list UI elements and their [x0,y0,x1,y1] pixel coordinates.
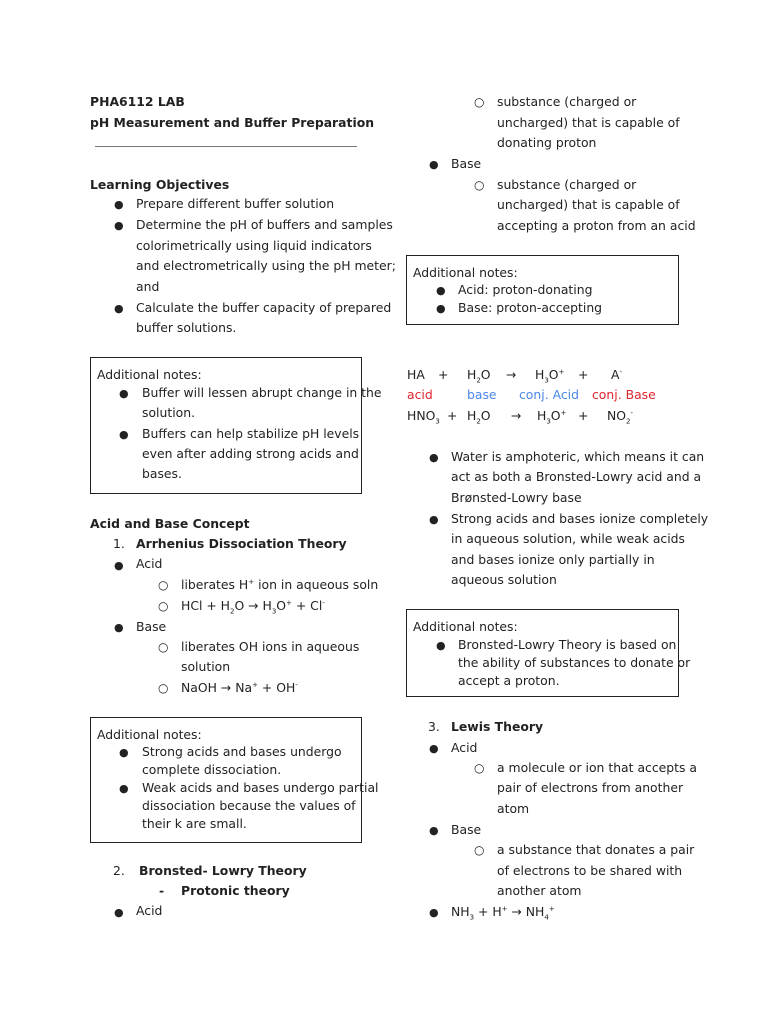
bullet-icon: ● [429,742,439,755]
objective-line: colorimetrically using liquid indicators [136,238,372,253]
plus-sign: + [578,367,589,382]
label-base: base [467,387,497,402]
base-label: Base [451,822,482,837]
bullet-icon: ● [429,906,439,919]
definition-line: substance (charged or [497,94,637,109]
reaction-arrow: → [511,408,522,423]
definition-line: substance (charged or [497,177,637,192]
circle-bullet-icon: ○ [474,178,485,192]
bullet-icon: ● [119,746,129,759]
plus-sign: + [438,367,449,382]
definition-line: uncharged) that is capable of [497,197,680,212]
definition-line: donating proton [497,135,597,150]
definition-line: a molecule or ion that accepts a [497,760,697,775]
objective-line: and [136,279,160,294]
bullet-icon: ● [436,639,446,652]
objective-line: buffer solutions. [136,320,237,335]
objective-line: Determine the pH of buffers and samples [136,217,393,232]
equation-naoh: NaOH → Na+ + OH- [181,680,298,695]
label-conj-acid: conj. Acid [519,387,579,402]
label-acid: acid [407,387,433,402]
note-line: Base: proton-accepting [458,300,603,315]
definition-line: accepting a proton from an acid [497,218,696,233]
theory-title: Arrhenius Dissociation Theory [136,536,347,551]
point-line: and bases ionize only partially in [451,552,655,567]
notes-title: Additional notes: [413,619,518,634]
theory-title: Bronsted- Lowry Theory [139,863,307,878]
note-line: accept a proton. [458,673,560,688]
point-line: aqueous solution [451,572,557,587]
bullet-icon: ● [436,302,446,315]
definition-line: pair of electrons from another [497,780,684,795]
definition-line: liberates H+ ion in aqueous soln [181,577,379,592]
acid-label: Acid [136,903,163,918]
bullet-icon: ● [114,219,124,232]
note-line: their k are small. [142,816,247,831]
point-line: act as both a Bronsted-Lowry acid and a [451,469,702,484]
bullet-icon: ● [114,302,124,315]
circle-bullet-icon: ○ [474,761,485,775]
note-line: Weak acids and bases undergo partial [142,780,379,795]
note-line: the ability of substances to donate or [458,655,691,670]
reaction-ha: HA [407,367,425,382]
notes-title: Additional notes: [97,727,202,742]
bullet-icon: ● [114,559,124,572]
conjugate-base-formula: A- [611,367,623,382]
objective-line: and electrometrically using the pH meter; [136,258,396,273]
note-line: Buffer will lessen abrupt change in the [142,385,382,400]
hydronium-formula: $H_3O^+$ [535,367,565,385]
objectives-heading: Learning Objectives [90,177,230,192]
note-line: solution. [142,405,196,420]
acid-label: Acid [451,740,478,755]
point-line: Brønsted-Lowry base [451,490,582,505]
bullet-icon: ● [119,387,129,400]
equation-ammonium: $NH_3 + H^+ \to NH_4^+$ [451,904,555,922]
circle-bullet-icon: ○ [158,640,169,654]
theory-subtitle: Protonic theory [181,883,290,898]
plus-sign: + [447,408,458,423]
base-label: Base [136,619,167,634]
list-number: 2. [113,863,125,878]
circle-bullet-icon: ○ [158,681,169,695]
definition-line: liberates OH ions in aqueous [181,639,360,654]
point-line: Strong acids and bases ionize completely [451,511,709,526]
equation-hcl: HCl + $H_2O \to H_3O^+ + Cl^-$ [181,598,325,616]
water-formula: $H_2O$ [467,367,491,385]
list-number: 3. [428,719,440,734]
note-line: Buffers can help stabilize pH levels [142,426,360,441]
bullet-icon: ● [429,158,439,171]
definition-line: atom [497,801,530,816]
definition-line: of electrons to be shared with [497,863,683,878]
note-line: dissociation because the values of [142,798,356,813]
label-conj-base: conj. Base [592,387,656,402]
note-line: complete dissociation. [142,762,282,777]
base-label: Base [451,156,482,171]
page-title: pH Measurement and Buffer Preparation [90,115,375,130]
bullet-icon: ● [119,782,129,795]
theory-title: Lewis Theory [451,719,544,734]
circle-bullet-icon: ○ [474,843,485,857]
bullet-icon: ● [114,621,124,634]
point-line: Water is amphoteric, which means it can [451,449,705,464]
circle-bullet-icon: ○ [158,599,169,613]
title-divider [95,146,357,147]
definition-line: solution [181,659,231,674]
note-line: Strong acids and bases undergo [142,744,342,759]
definition-line: another atom [497,883,582,898]
circle-bullet-icon: ○ [158,578,169,592]
water-formula: $H_2O$ [467,408,491,426]
course-code: PHA6112 LAB [90,94,185,109]
bullet-icon: ● [429,824,439,837]
plus-sign: + [578,408,589,423]
acid-label: Acid [136,556,163,571]
note-line: bases. [142,466,182,481]
section-heading: Acid and Base Concept [90,516,250,531]
note-line: Bronsted-Lowry Theory is based on [458,637,677,652]
definition-line: a substance that donates a pair [497,842,695,857]
notes-title: Additional notes: [97,367,202,382]
note-line: even after adding strong acids and [142,446,359,461]
objective-line: Prepare different buffer solution [136,196,335,211]
hydronium-formula: $H_3O^+$ [537,408,567,426]
circle-bullet-icon: ○ [474,95,485,109]
bullet-icon: ● [114,198,124,211]
bullet-icon: ● [429,451,439,464]
nitric-acid-formula: $HNO_3$ [407,408,440,426]
bullet-icon: ● [114,906,124,919]
list-number: 1. [113,536,125,551]
definition-line: uncharged) that is capable of [497,115,680,130]
bullet-icon: ● [429,513,439,526]
point-line: in aqueous solution, while weak acids [451,531,686,546]
nitrate-formula: $NO_2^-$ [607,408,634,426]
reaction-arrow: → [506,367,517,382]
notes-title: Additional notes: [413,265,518,280]
dash-marker: - [159,883,165,898]
bullet-icon: ● [119,428,129,441]
objective-line: Calculate the buffer capacity of prepared [136,300,392,315]
bullet-icon: ● [436,284,446,297]
note-line: Acid: proton-donating [458,282,593,297]
